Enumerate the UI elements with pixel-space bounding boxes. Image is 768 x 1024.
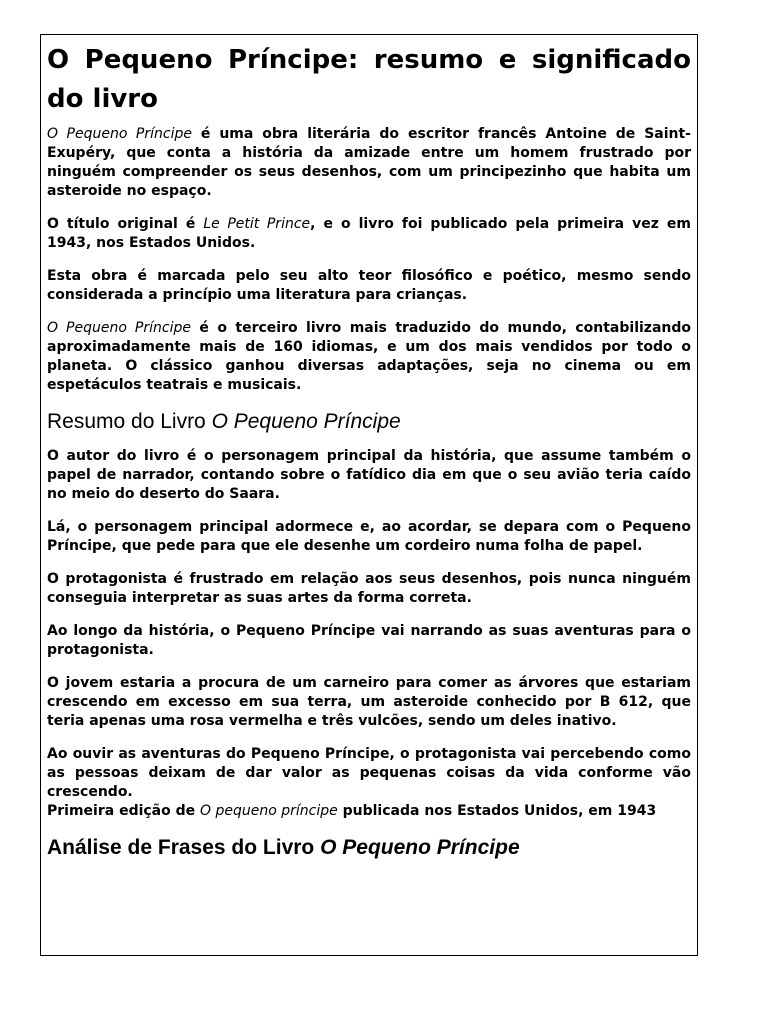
resumo-paragraph-1: O autor do livro é o personagem principal da história, que assume também o papel de narrador, contando sobre o fatídico dia em que o seu avião teria caído no meio do deserto do Saara.: [47, 448, 691, 502]
book-title-italic: O Pequeno Príncipe: [47, 320, 191, 336]
page-title: O Pequeno Príncipe: resumo e significado do livro: [47, 45, 691, 114]
resumo-paragraph-4: Ao longo da história, o Pequeno Príncipe vai narrando as suas aventuras para o protagonista.: [47, 623, 691, 658]
image-caption: Primeira edição de O pequeno príncipe publicada nos Estados Unidos, em 1943: [47, 803, 657, 819]
original-title-italic: Le Petit Prince: [203, 216, 311, 232]
section-heading-resumo: Resumo do Livro O Pequeno Príncipe: [47, 410, 401, 433]
intro-paragraph-3: Esta obra é marcada pelo seu alto teor filosófico e poético, mesmo sendo considerada a princípio uma literatura para crianças.: [47, 268, 691, 303]
intro-paragraph-1: O Pequeno Príncipe é uma obra literária do escritor francês Antoine de Saint-Exupéry, que conta a história da amizade entre um homem frustrado por ninguém compreender os seus desenhos, com um principezinho que habita um asteroide no espaço.: [47, 126, 691, 199]
intro-paragraph-2: O título original é Le Petit Prince, e o livro foi publicado pela primeira vez em 1943, nos Estados Unidos.: [47, 216, 691, 251]
resumo-paragraph-2: Lá, o personagem principal adormece e, ao acordar, se depara com o Pequeno Príncipe, que pede para que ele desenhe um cordeiro numa folha de papel.: [47, 519, 691, 554]
intro-paragraph-4: O Pequeno Príncipe é o terceiro livro mais traduzido do mundo, contabilizando aproximadamente mais de 160 idiomas, e um dos mais vendidos por todo o planeta. O clássico ganhou diversas adaptações, seja no cinema ou em espetáculos teatrais e musicais.: [47, 320, 691, 393]
book-title-italic: O Pequeno Príncipe: [47, 126, 192, 142]
resumo-paragraph-5: O jovem estaria a procura de um carneiro para comer as árvores que estariam crescendo em excesso em sua terra, um asteroide conhecido por B 612, que teria apenas uma rosa vermelha e três vulcões, sendo um deles inativo.: [47, 675, 691, 729]
section-heading-analise: Análise de Frases do Livro O Pequeno Príncipe: [47, 836, 520, 859]
resumo-paragraph-3: O protagonista é frustrado em relação aos seus desenhos, pois nunca ninguém conseguia interpretar as suas artes da forma correta.: [47, 571, 691, 606]
document-page: [40, 34, 698, 956]
resumo-paragraph-6: Ao ouvir as aventuras do Pequeno Príncipe, o protagonista vai percebendo como as pessoas deixam de dar valor as pequenas coisas da vida conforme vão crescendo.: [47, 746, 691, 800]
